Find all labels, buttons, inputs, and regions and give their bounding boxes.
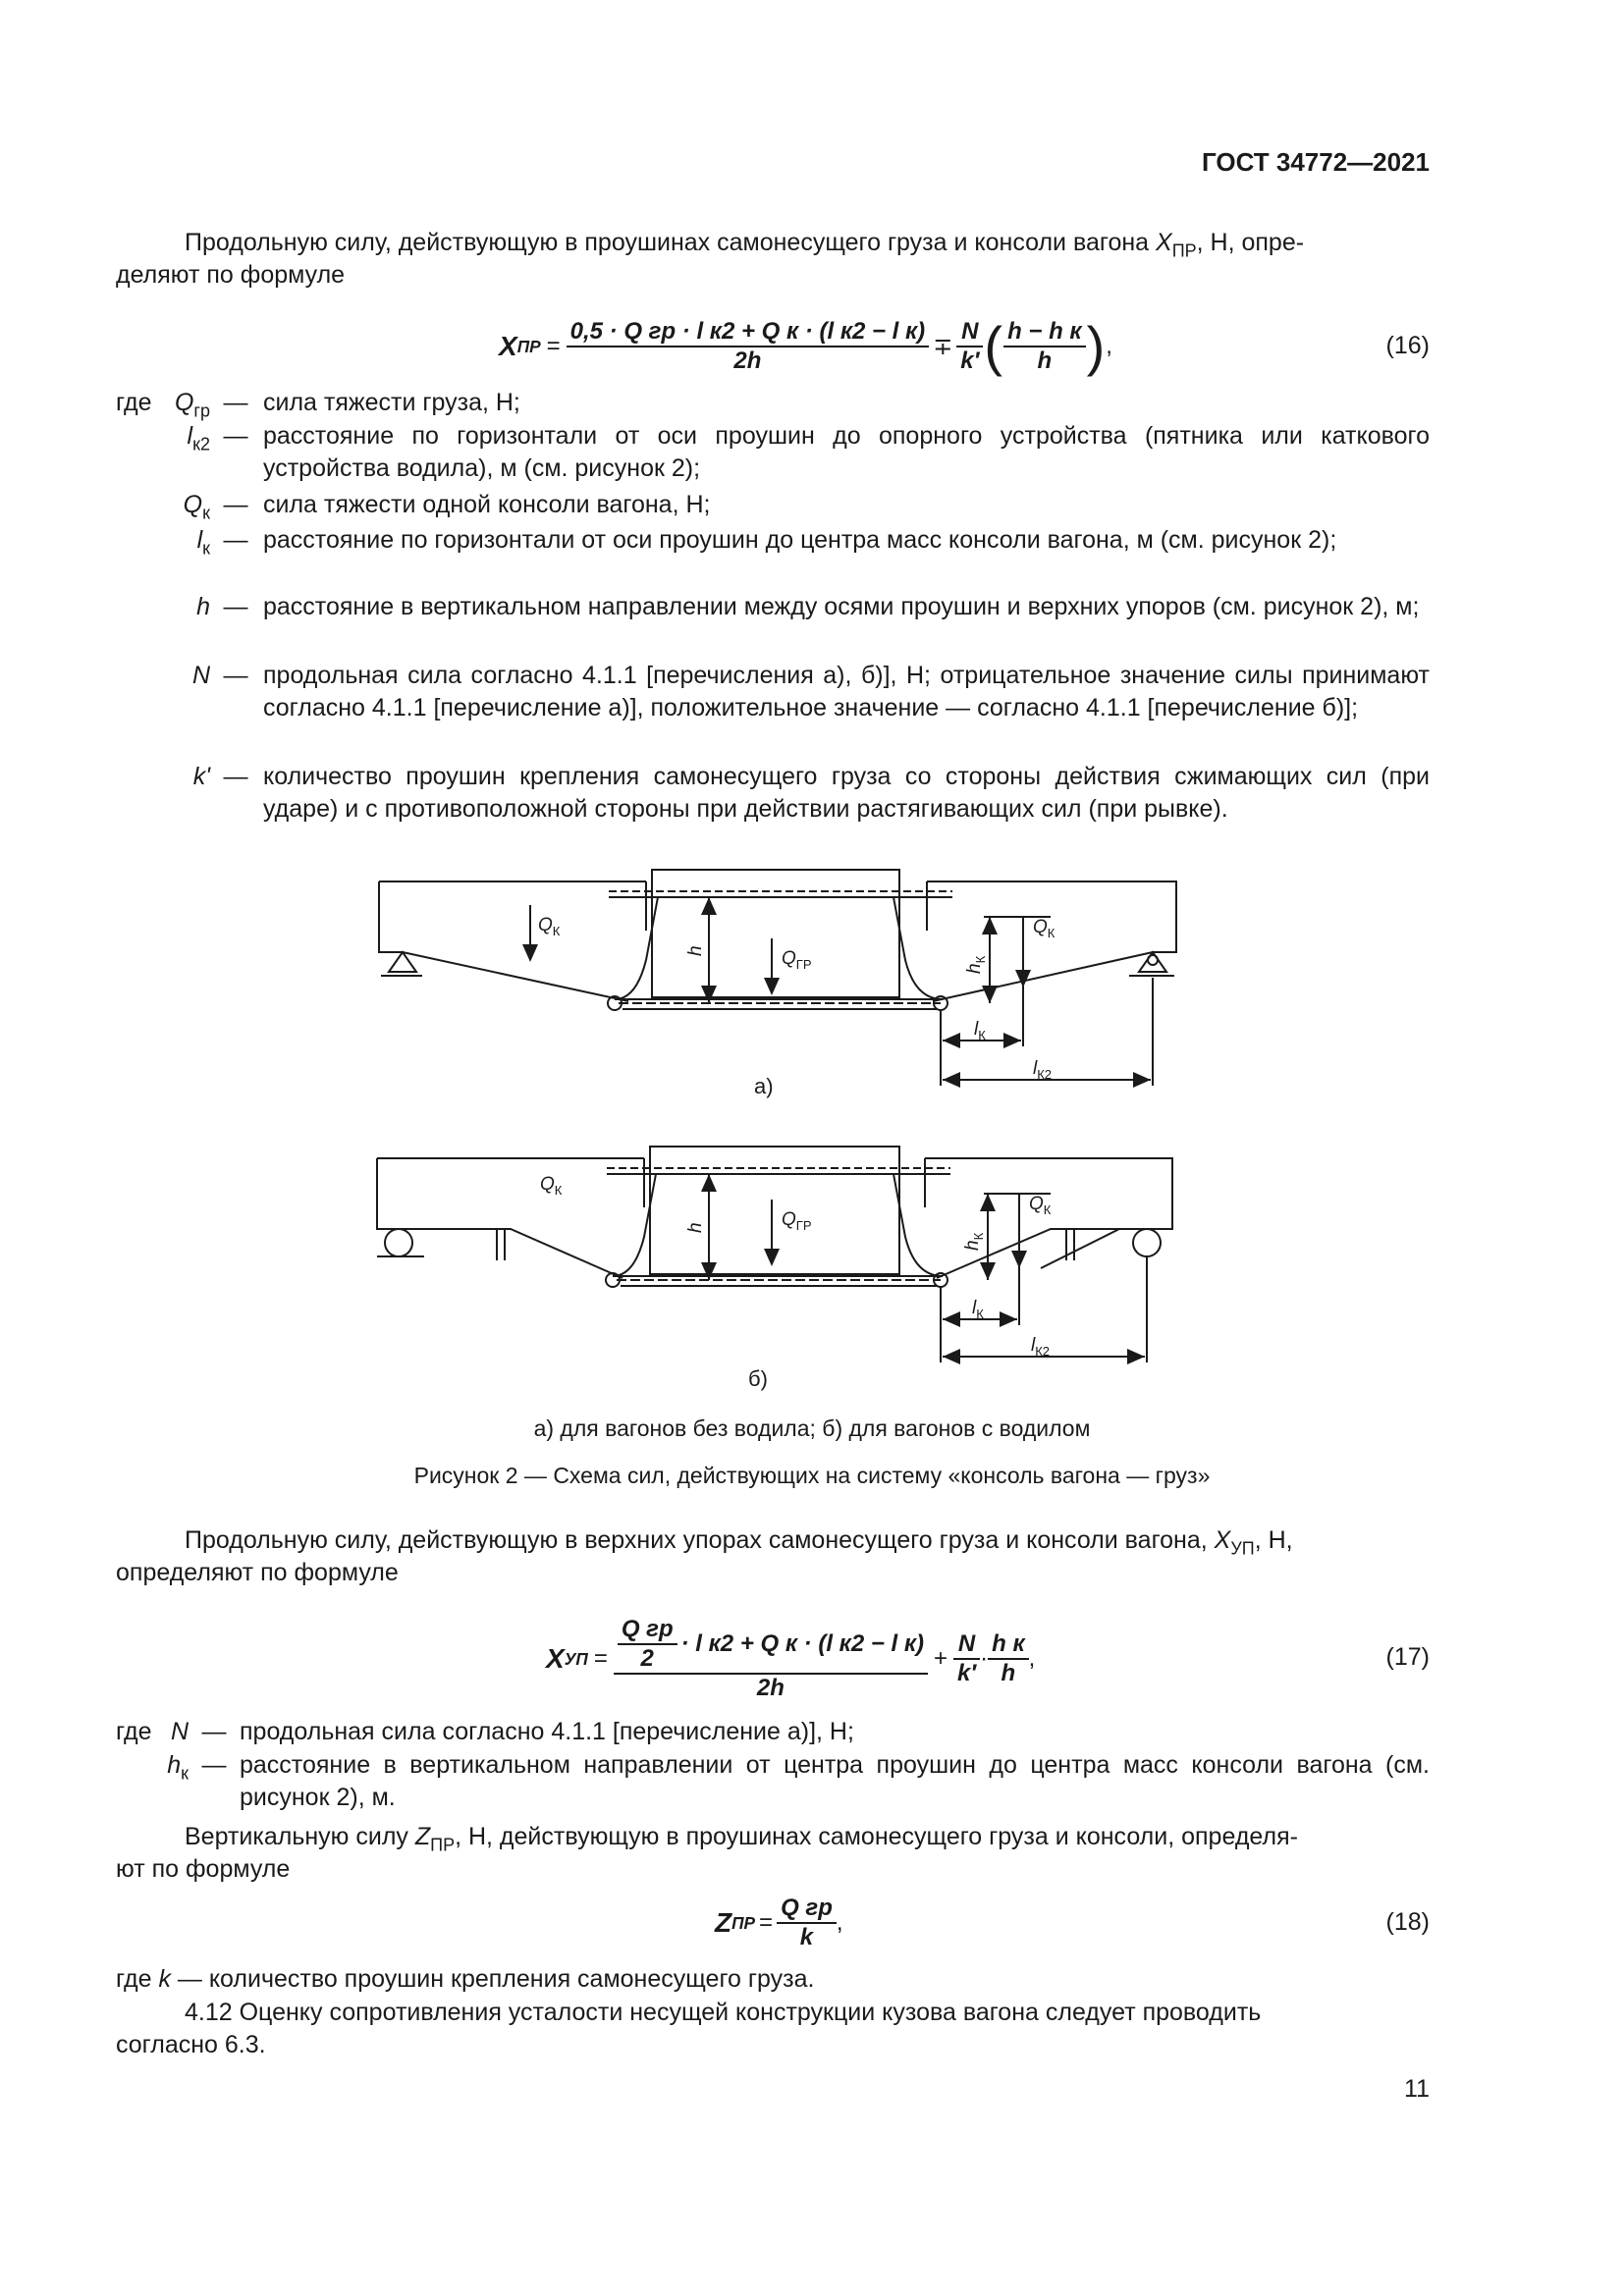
legend-where: где [116,1718,152,1745]
legend-description: продольная сила согласно 4.1.1 [перечисление а)], Н; [240,1718,854,1745]
equation-18-number: (18) [1385,1908,1430,1936]
label-qgr-b: $Q_{ГР}$ [782,1209,812,1233]
label-lk2-a: $l_{К2}$ [1033,1058,1053,1082]
legend-description: продольная сила согласно 4.1.1 [перечисления а), б)], Н; отрицательное значение силы принимают согласно 4.1.1 [перечисление а)], положительное значение — согласно 4.1.1 [перечисление б)]; [263,662,1430,721]
legend-description: расстояние по горизонтали от оси проушин до центра масс консоли вагона, м (см. рисунок 2); [263,526,1337,554]
caption-a: а) [754,1074,774,1098]
legend-description: расстояние в вертикальном направлении от центра проушин до центра масс консоли вагона (см. рисунок 2), м. [240,1751,1430,1811]
legend-symbol: k' [192,763,210,790]
label-h-a: h [685,945,706,956]
label-qk-left-b: $Q_К$ [540,1174,563,1198]
label-lk-a: $l_К$ [974,1019,986,1042]
paragraph-k-definition: где k — количество проушин крепления самонесущего груза. [116,1965,815,1993]
legend-description: количество проушин крепления самонесущего груза со стороны действия сжимающих сил (при ударе) и с противоположной стороны при действии растягивающих сил (при рывке). [263,763,1430,823]
paragraph-vertical-force: Вертикальную силу $Z_{ПР}$, Н, действующую в проушинах самонесущего груза и консоли, определя- ют по формуле [116,1823,1298,1883]
eq16-denominator: 2h [733,347,762,374]
legend-symbol: $Q_{гр}$ [174,389,210,421]
label-h-b: h [685,1222,706,1233]
equation-17-number: (17) [1385,1643,1430,1671]
legend-description: расстояние в вертикальном направлении между осями проушин и верхних упоров (см. рисунок 2), м; [263,593,1420,620]
label-qgr-a: $Q_{ГР}$ [782,948,812,972]
diagram-b [377,1147,1172,1362]
legend-symbol: $l_к$ [196,526,210,559]
label-lk2-b: $l_{К2}$ [1031,1335,1051,1359]
legend-description: расстояние по горизонтали от оси проушин до опорного устройства (пятника или каткового устройства водила), м (см. рисунок 2); [263,422,1430,482]
legend-symbol: N [191,662,210,689]
legend-description: сила тяжести груза, Н; [263,389,520,416]
eq16-numerator: 0,5 · Q гр · l к2 + Q к · (l к2 − l к) [567,318,930,347]
label-lk-b: $l_К$ [972,1298,984,1321]
legend-symbol: h [196,593,210,620]
legend-description: сила тяжести одной консоли вагона, Н; [263,491,711,518]
label-qk-left-a: $Q_К$ [538,915,561,938]
legend-where: где [116,389,152,416]
equation-17: X УП = $\frac{\text{Q гр}}{2}$ · l к2 + Q к · (l к2 − l к) 2h + $\frac{N}{k'}$ · $\frac{\text{h к}}{h}$ , [546,1616,1036,1701]
document-header: ГОСТ 34772—2021 [1202,147,1430,177]
caption-b: б) [748,1366,768,1391]
label-hk-b: $h_К$ [962,1232,986,1251]
paragraph-force-lugs: Продольную силу, действующую в проушинах самонесущего груза и консоли вагона $X_{ПР}$, Н, опре- деляют по формуле [116,229,1305,289]
equation-16: X ПР = $\frac{\text{0,5 · Q гр · l к2 + Q к · (l к2 − l к)}}{2h}$ ∓ $\frac{N}{k'}$ ( $\frac{\text{h − h к}}{h}$ ) , [499,315,1112,377]
legend-symbol: N [170,1718,189,1745]
legend-symbol: $Q_к$ [183,491,210,523]
paragraph-force-stops: Продольную силу, действующую в верхних упорах самонесущего груза и консоли вагона, $X_{УП}$, Н, определяют по формуле [116,1526,1293,1586]
paragraph-4-12: 4.12 Оценку сопротивления усталости несущей конструкции кузова вагона следует проводить согласно 6.3. [116,1999,1262,2058]
page-number: 11 [1404,2075,1430,2103]
label-qk-right-a: $Q_К$ [1033,917,1056,940]
figure-subcaption: а) для вагонов без водила; б) для вагонов с водилом [533,1415,1091,1441]
equation-16-number: (16) [1385,332,1430,359]
diagram-a [379,870,1176,1086]
figure-title: Рисунок 2 — Схема сил, действующих на систему «консоль вагона — груз» [413,1463,1211,1488]
label-hk-a: $h_К$ [964,955,988,974]
legend-symbol: $l_{к2}$ [187,422,210,454]
equation-18: Z ПР = $\frac{\text{Q гр}}{k}$ , [715,1895,843,1950]
figure-2 [363,862,1188,1392]
label-qk-right-b: $Q_К$ [1029,1194,1052,1217]
legend-symbol: $h_к$ [167,1751,189,1784]
figure-2-drawing [363,862,1188,1392]
